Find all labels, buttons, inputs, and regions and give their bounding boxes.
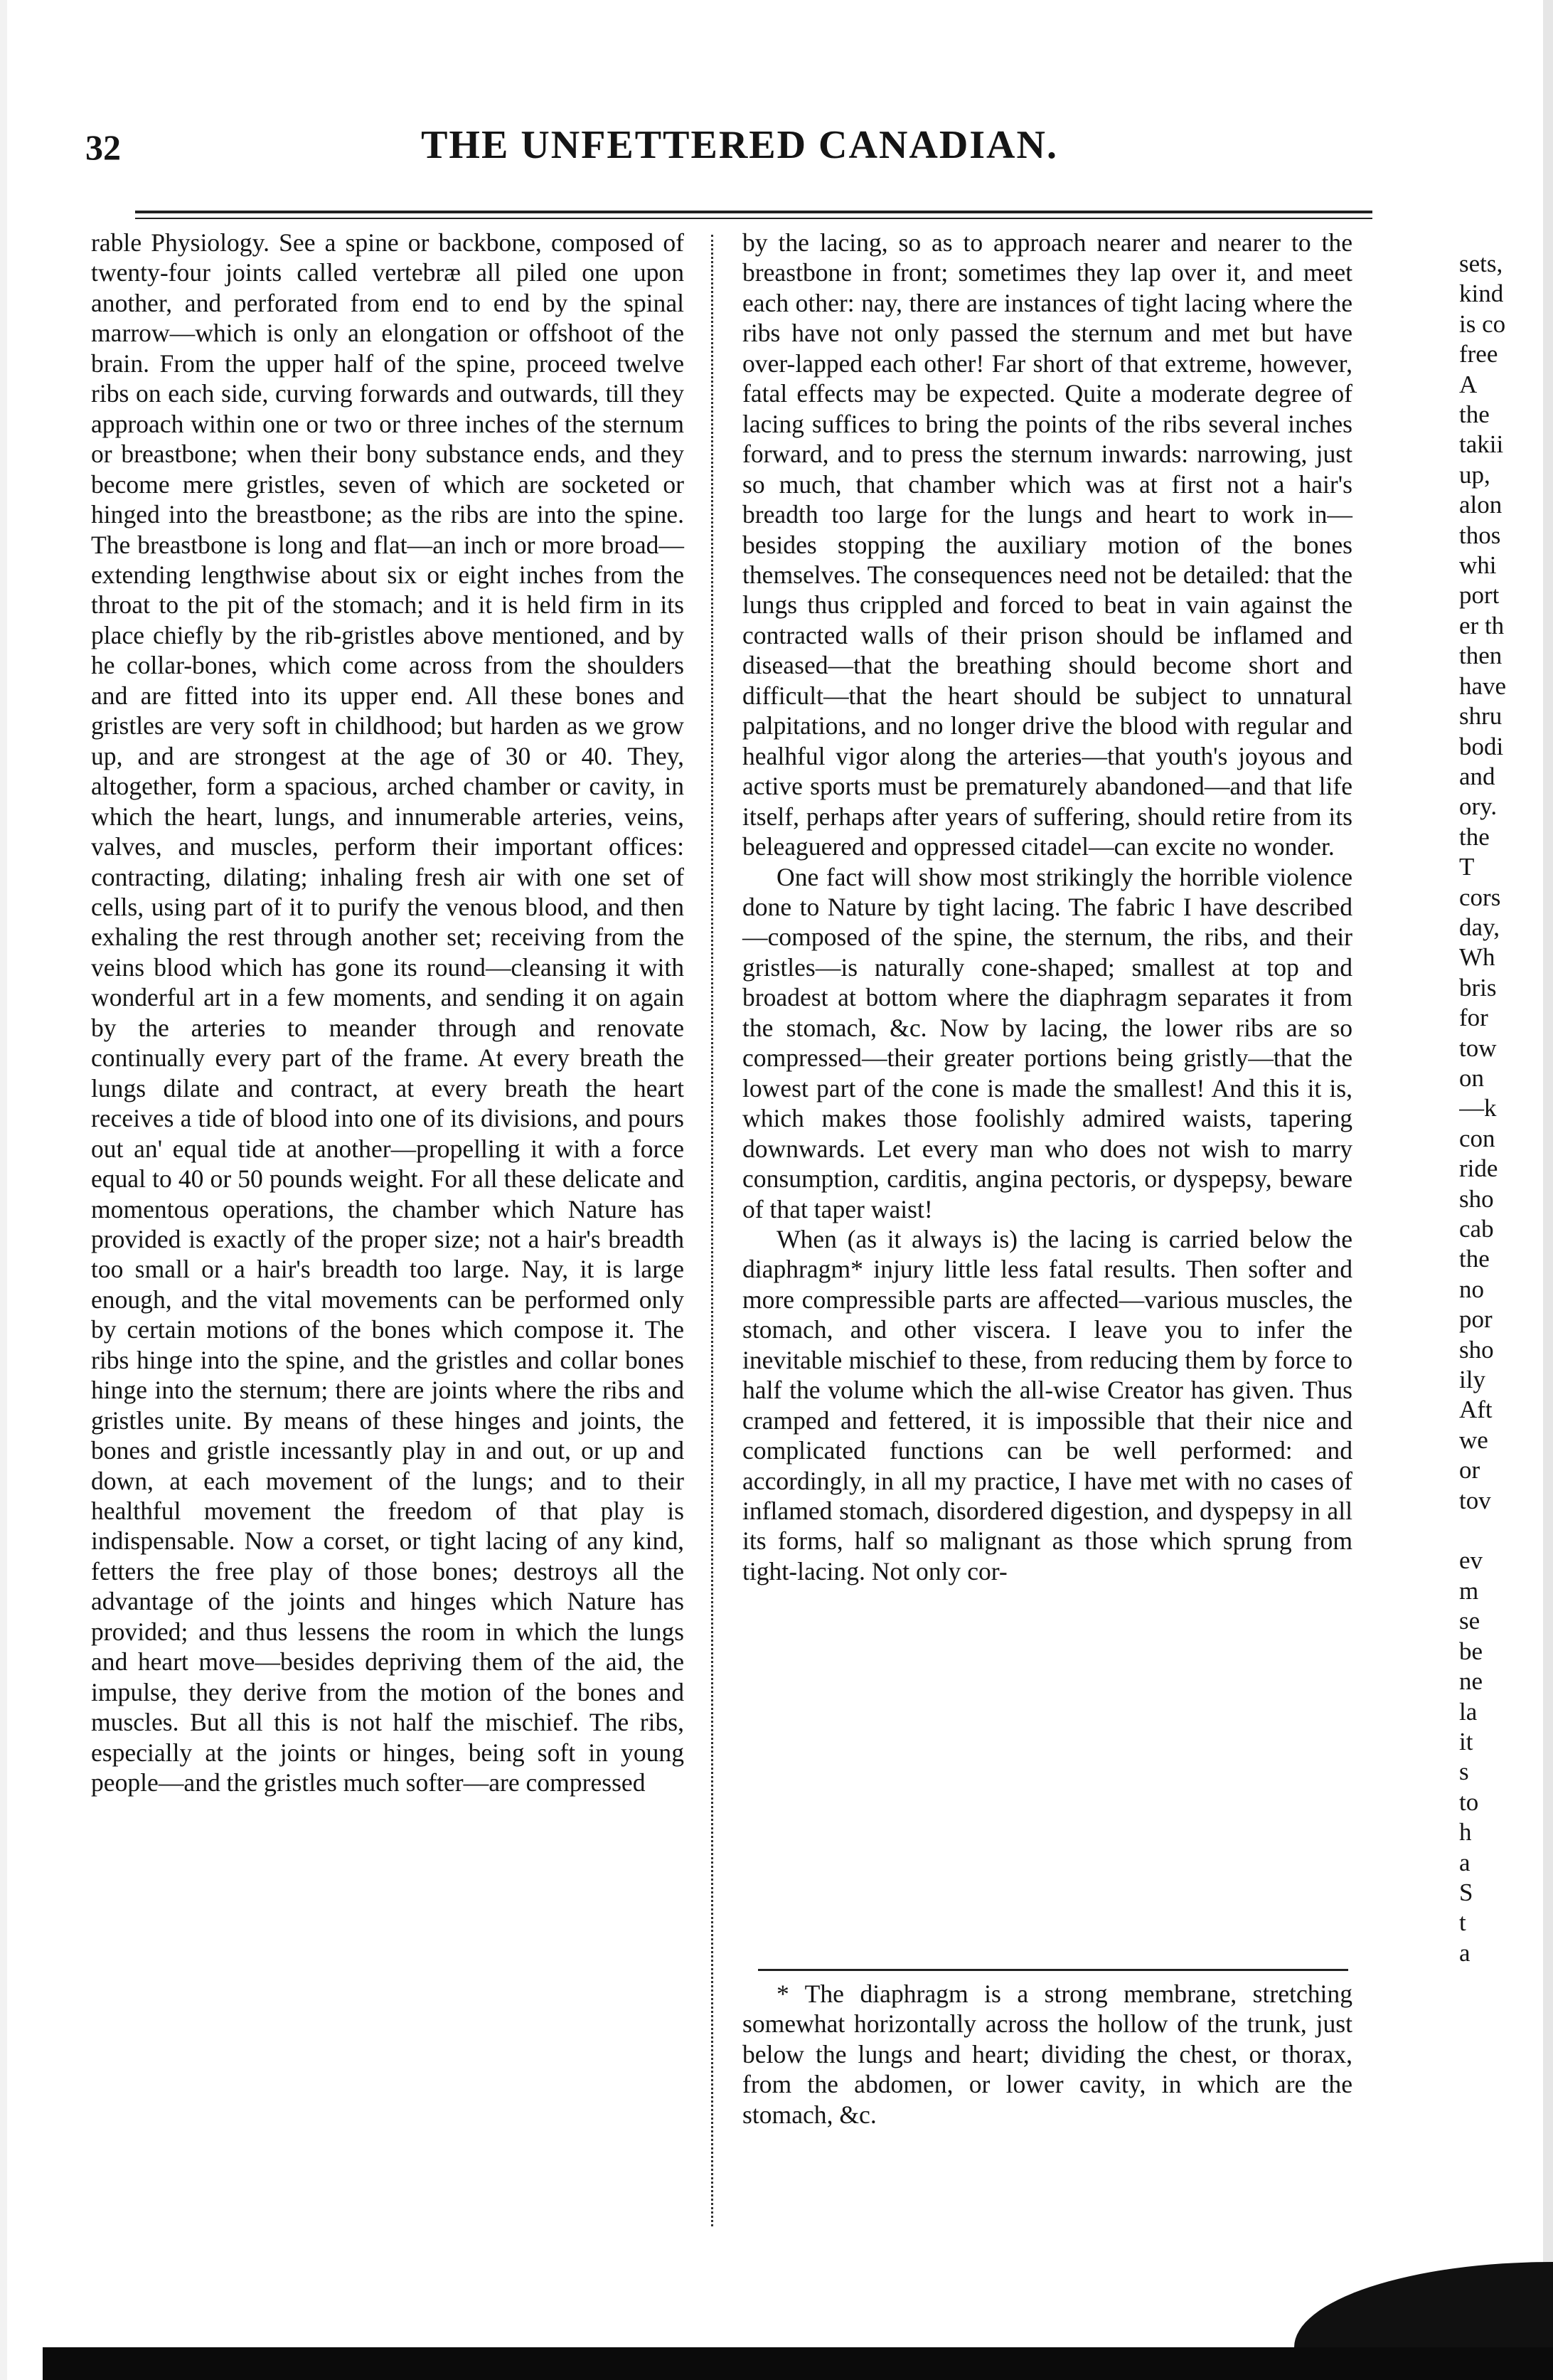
column-divider <box>711 235 713 2226</box>
facing-page-fragment: or <box>1459 1456 1480 1484</box>
page-left-edge <box>0 0 7 2380</box>
publication-title: THE UNFETTERED CANADIAN. <box>421 123 1058 167</box>
facing-page-fragment: a <box>1459 1848 1471 1876</box>
left-column-paragraph: rable Physiology. See a spine or backbone, composed of twenty-four joints called vertebræ all piled one upon another, and perforated from end to end by the spinal marrow—which is only an elongation or offshoot of the brain. From the upper half of the spine, proceed twelve ribs on each side, curving forwards and outwards, till they approach within one or two or three inches of the sternum or breastbone; when their bony substance ends, and they become mere gristles, seven of which are socketed or hinged into the breastbone; as the ribs are into the spine. The breastbone is long and flat—an inch or more broad—extending lengthwise about six or eight inches from the throat to the pit of the stomach; and it is held firm in its place chiefly by the rib-gristles above mentioned, and by he collar-bones, which come across from the shoulders and are fitted into its upper end. All these bones and gristles are very soft in childhood; but harden as we grow up, and are strongest at the age of 30 or 40. They, altogether, form a spacious, arched chamber or cavity, in which the heart, lungs, and innumerable arteries, veins, valves, and muscles, perform their important offices: contracting, dilating; inhaling fresh air with one set of cells, using part of it to purify the venous blood, and then exhaling the rest through another set; receiving from the veins blood which has gone its round—cleansing it with wonderful art in a few moments, and sending it on again by the arteries to meander through and renovate continually every part of the frame. At every breath the lungs dilate and contract, at every breath the heart receives a tide of blood into one of its divisions, and pours out an' equal tide at another—propelling it with a force equal to 40 or 50 pounds weight. For all these delicate and momentous operations, the chamber which Nature has provided is exactly of the proper size; not a hair's breadth too small or a hair's breadth too large. Nay, it is large enough, and the vital movements can be performed only by certain motions of the bones which compose it. The ribs hinge into the spine, and the gristles and collar bones hinge into the sternum; there are joints where the ribs and gristles unite. By means of these hinges and joints, the bones and gristle incessantly play in and out, or up and down, at each movement of the lungs; and to their healthful movement the freedom of that play is indispensable. Now a corset, or tight lacing of any kind, fetters the free play of those bones; destroys all the advantage of the joints and hinges which Nature has provided; and thus lessens the room in which the lungs and heart move—besides depriving them of the aid, the impulse, they derive from the motion of the bones and muscles. But all this is not half the mischief. The ribs, especially at the joints or hinges, being soft in young people—and the gristles much softer—are compressed <box>91 228 684 1797</box>
facing-page-fragment: la <box>1459 1697 1478 1726</box>
facing-page-fragment: sho <box>1459 1184 1494 1213</box>
left-column <box>91 228 684 1798</box>
facing-page-fragment: con <box>1459 1124 1495 1152</box>
facing-page-fragment: ride <box>1459 1154 1498 1183</box>
facing-page-fragment: cors <box>1459 883 1501 911</box>
facing-page-fragment: be <box>1459 1637 1483 1665</box>
facing-page-fragment: is co <box>1459 309 1506 338</box>
facing-page-fragment: se <box>1459 1607 1480 1635</box>
facing-page-fragment: er th <box>1459 611 1505 639</box>
facing-page-fragment: tov <box>1459 1486 1491 1514</box>
footnote: * The diaphragm is a strong membrane, stretching somewhat horizontally across the hollow of the trunk, just below the lungs and heart; dividing the chest, or thorax, from the abdomen, or lower cavity, in which are the stomach, &c. <box>742 1980 1352 2129</box>
right-column-paragraph-3: When (as it always is) the lacing is carried below the diaphragm* injury little less fatal results. Then softer and more compressible parts are affected—various muscles, the stomach, and other viscera. I leave you to infer the inevitable mischief to these, from reducing them by force to half the volume which the all-wise Creator has given. Thus cramped and fettered, it is impossible that their nice and complicated functions can be well performed: and accordingly, in all my practice, I have met with no cases of inflamed stomach, disordered digestion, and dyspepsy in all its forms, half so malignant as those which sprung from tight-lacing. Not only cor- <box>742 1224 1352 1585</box>
facing-page-fragment: it <box>1459 1727 1473 1755</box>
facing-page-fragment: the <box>1459 400 1490 429</box>
facing-page-fragment: takii <box>1459 430 1504 459</box>
facing-page-fragment: por <box>1459 1305 1493 1334</box>
right-column-paragraph-1: by the lacing, so as to approach nearer and nearer to the breastbone in front; sometimes they lap over it, and meet each other: nay, there are instances of tight lacing where the ribs have not only passed the sternum and met but have over-lapped each other! Far short of that extreme, however, fatal effects may be expected. Quite a moderate degree of lacing suffices to bring the points of the ribs several inches forward, and to press the sternum inwards: narrowing, just so much, that chamber which was at first not a hair's breadth too large for the lungs and heart to work in—besides stopping the auxiliary motion of the bones themselves. The consequences need not be detailed: that the lungs thus crippled and forced to beat in vain against the contracted walls of their prison should be inflamed and diseased—that the breathing should become short and difficult—that the heart should be subject to unnatural palpitations, and no longer drive the blood with regular and healhful vigor along the arteries—that youth's joyous and active sports must be prematurely abandoned—and that life itself, perhaps after years of suffering, should retire from its beleaguered and oppressed citadel—can excite no wonder. <box>742 228 1352 861</box>
page-number: 32 <box>85 127 121 167</box>
facing-page-fragments <box>1459 249 1553 1968</box>
facing-page-fragment: Wh <box>1459 943 1495 972</box>
facing-page-fragment: up, <box>1459 460 1490 489</box>
facing-page-fragment: day, <box>1459 913 1500 941</box>
facing-page-fragment: no <box>1459 1275 1484 1303</box>
facing-page-fragment: kind <box>1459 280 1504 308</box>
facing-page-fragment: Aft <box>1459 1396 1493 1424</box>
facing-page-fragment: ev <box>1459 1546 1483 1575</box>
facing-page-fragment <box>1459 1516 1553 1546</box>
facing-page-fragment: then <box>1459 642 1503 670</box>
facing-page-fragment: whi <box>1459 551 1497 580</box>
facing-page-fragment: s <box>1459 1758 1469 1786</box>
facing-page-fragment: have <box>1459 671 1507 700</box>
right-column-paragraph-2: One fact will show most strikingly the horrible violence done to Nature by tight lacing. The fabric I have described—composed of the spine, the sternum, the ribs, and their gristles—is naturally cone-shaped; smallest at top and broadest at bottom where the diaphragm separates it from the stomach, &c. Now by lacing, the lower ribs are so compressed—their greater portions being gristly—that the lowest part of the cone is made the smallest! And this it is, which makes those foolishly admired waists, tapering downwards. Let every man who does not wish to marry consumption, carditis, angina pectoris, or dyspepsy, beware of that taper waist! <box>742 862 1352 1223</box>
facing-page-fragment: —k <box>1459 1094 1497 1122</box>
facing-page-fragment: and <box>1459 762 1495 790</box>
header-rule-thin <box>135 218 1372 219</box>
facing-page-fragment: for <box>1459 1004 1488 1032</box>
facing-page-fragment: free <box>1459 340 1498 368</box>
facing-page-fragment: the <box>1459 822 1490 851</box>
facing-page-fragment: thos <box>1459 521 1501 549</box>
page-corner-shadow <box>1294 2262 1553 2347</box>
facing-page-fragment: on <box>1459 1063 1484 1092</box>
facing-page-fragment: S <box>1459 1878 1473 1906</box>
facing-page-fragment: we <box>1459 1425 1488 1454</box>
facing-page-fragment: h <box>1459 1818 1472 1847</box>
facing-page-fragment: bris <box>1459 973 1497 1002</box>
facing-page-fragment: bodi <box>1459 732 1504 760</box>
facing-page-fragment: sho <box>1459 1335 1494 1364</box>
facing-page-fragment: ory. <box>1459 792 1498 821</box>
facing-page-fragment: cab <box>1459 1215 1494 1243</box>
facing-page-fragment: t <box>1459 1908 1466 1937</box>
facing-page-fragment: sets, <box>1459 250 1503 277</box>
footnote-rule <box>758 1969 1348 1971</box>
facing-page-fragment: to <box>1459 1787 1479 1816</box>
facing-page-fragment: A <box>1459 370 1478 398</box>
facing-page-fragment: a <box>1459 1938 1471 1967</box>
facing-page-fragment: tow <box>1459 1034 1497 1062</box>
facing-page-fragment: alon <box>1459 491 1503 519</box>
facing-page-fragment: m <box>1459 1576 1479 1605</box>
facing-page-fragment: ne <box>1459 1667 1483 1696</box>
facing-page-fragment: T <box>1459 853 1475 881</box>
right-column <box>742 228 1352 1586</box>
header-rule-thick <box>135 211 1372 213</box>
bottom-edge-shadow <box>43 2347 1553 2380</box>
binding-shadow <box>1543 0 1553 2380</box>
facing-page-fragment: port <box>1459 581 1500 610</box>
facing-page-fragment: the <box>1459 1245 1490 1273</box>
facing-page-fragment: shru <box>1459 702 1503 731</box>
facing-page-fragment: ily <box>1459 1366 1485 1394</box>
